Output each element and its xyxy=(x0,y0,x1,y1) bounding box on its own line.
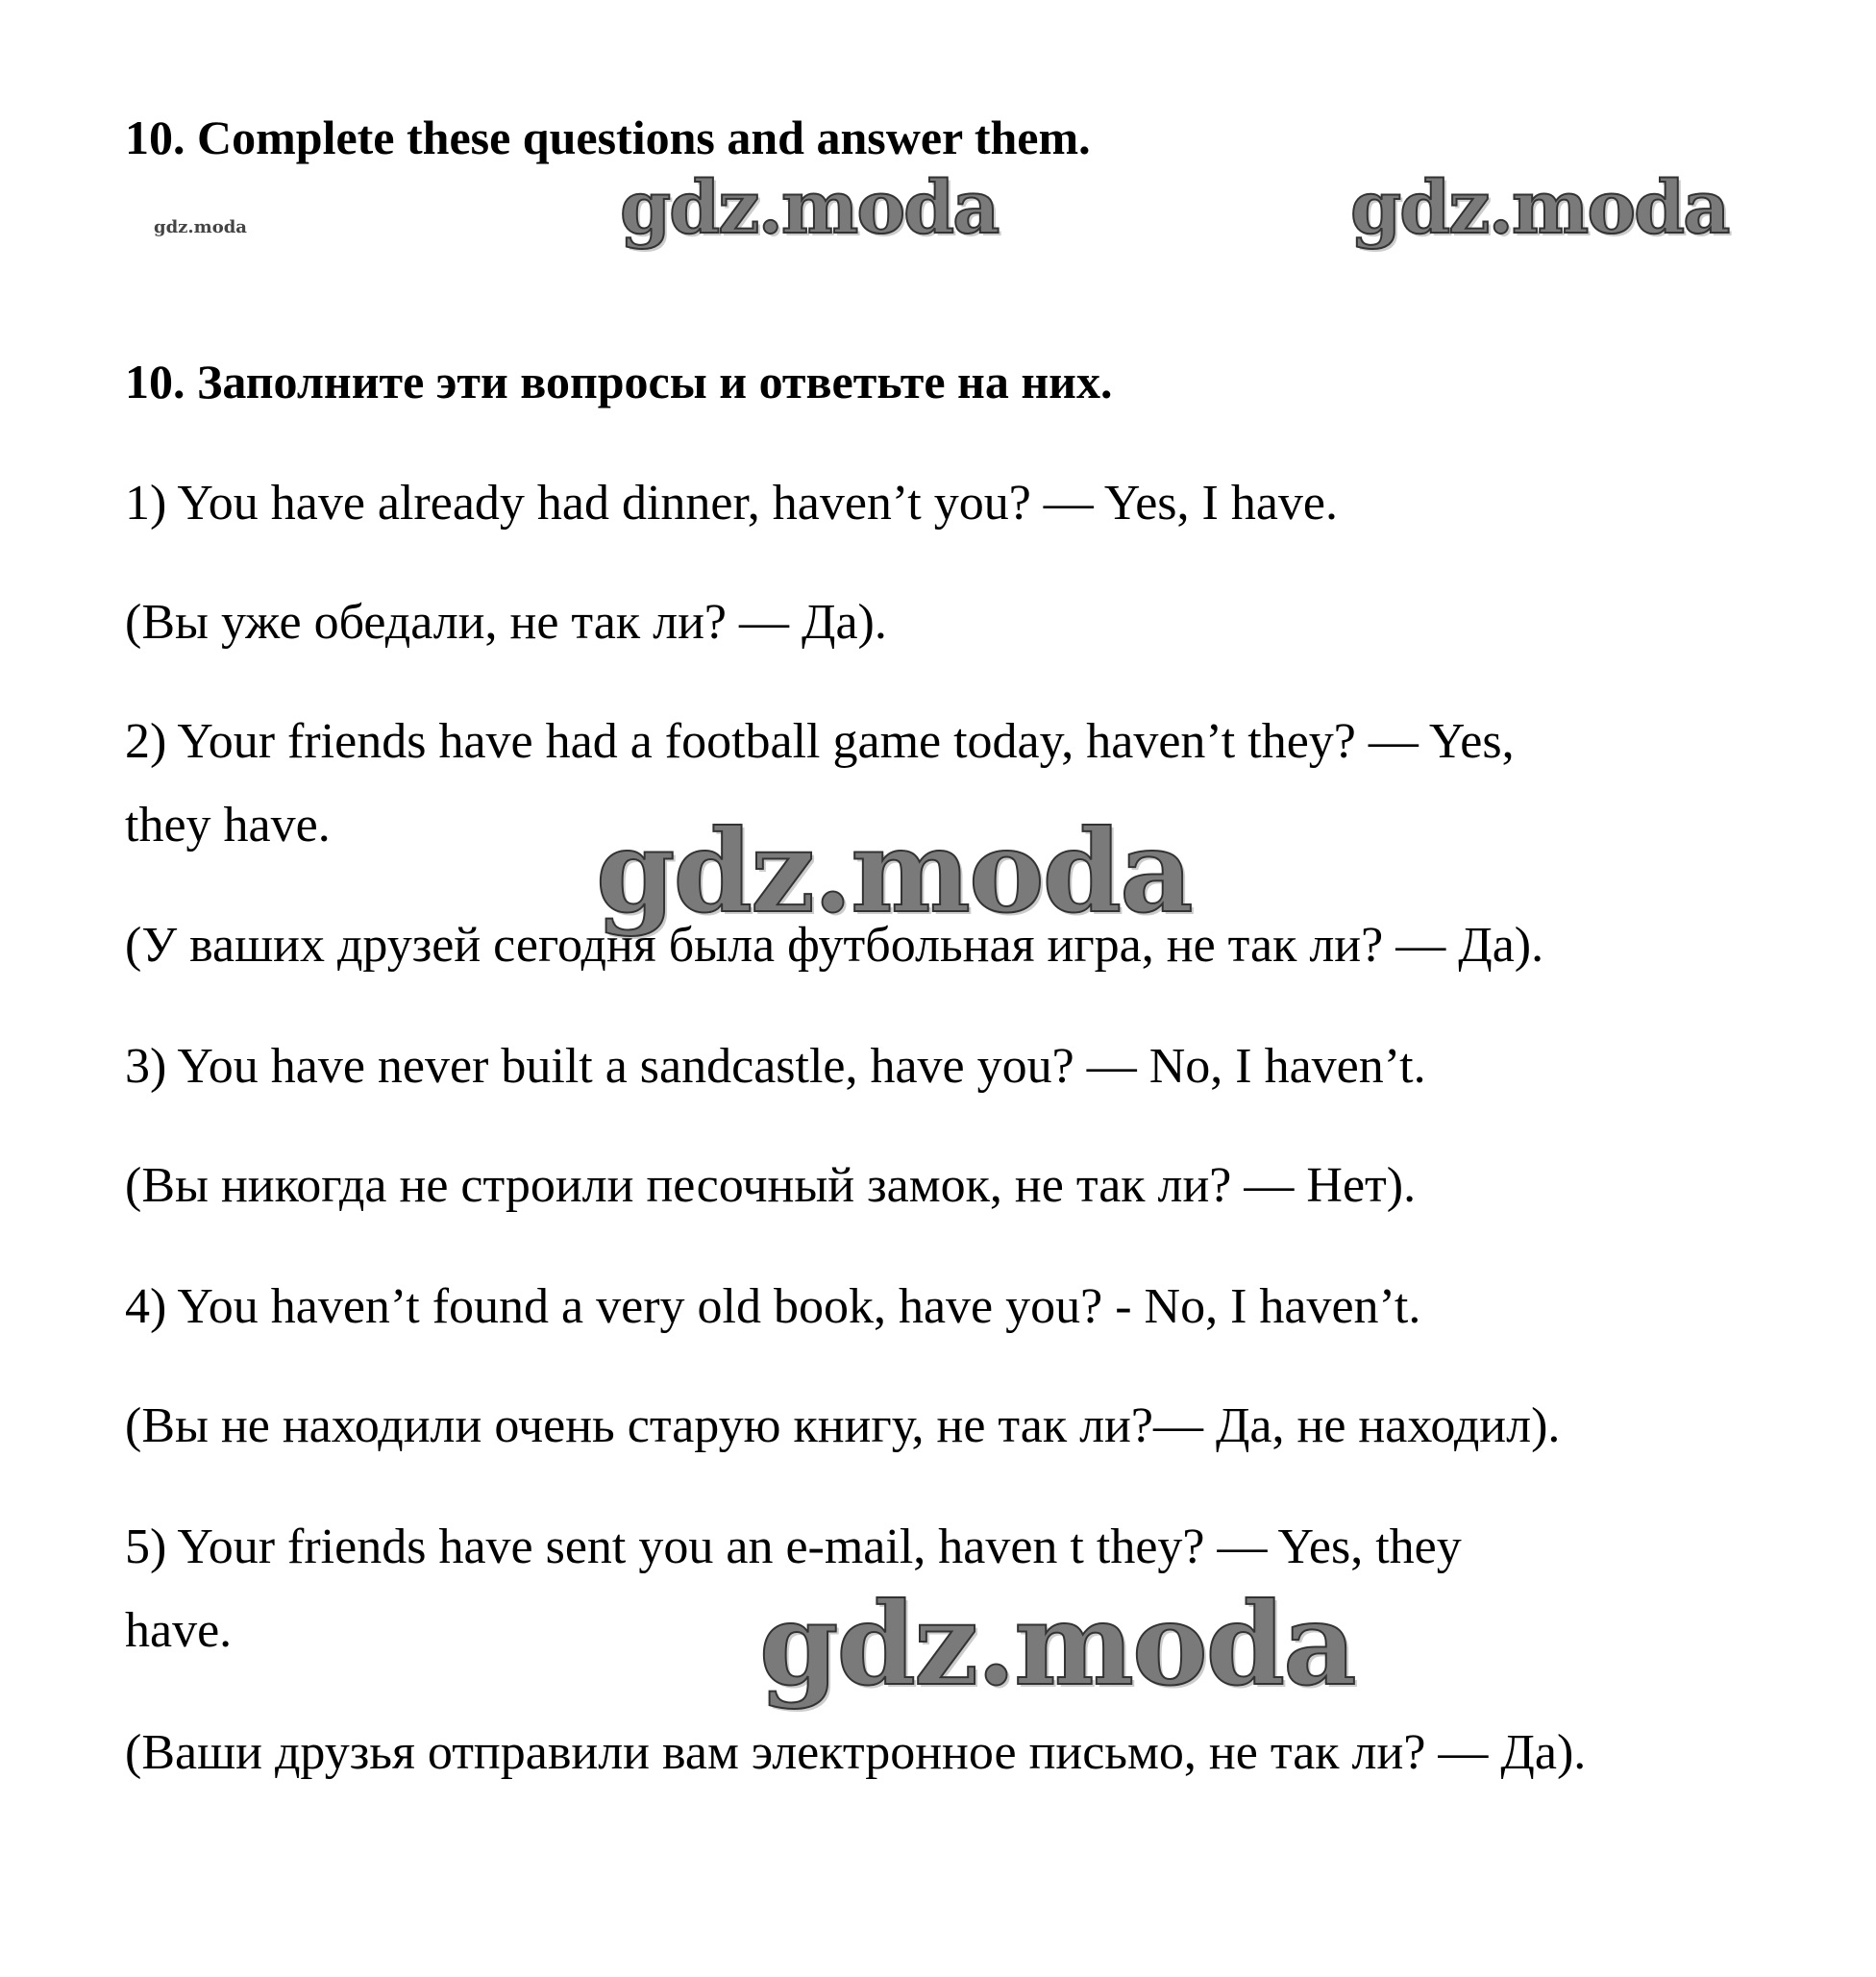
answer-1-english: 1) You have already had dinner, haven’t you? — Yes, I have. xyxy=(125,476,1339,531)
answer-3-english: 3) You have never built a sandcastle, have you? — No, I haven’t. xyxy=(125,1039,1426,1094)
answer-2-english-line-2: they have. xyxy=(125,798,331,853)
answer-2-english-line-1: 2) Your friends have had a football game today, haven’t they? — Yes, xyxy=(125,714,1515,769)
answer-2-russian: (У ваших друзей сегодня была футбольная игра, не так ли? — Да). xyxy=(125,918,1544,973)
answer-4-russian: (Вы не находили очень старую книгу, не так ли?— Да, не находил). xyxy=(125,1398,1561,1453)
watermark-top-center: gdz.moda xyxy=(620,164,999,250)
watermark-small: gdz.moda xyxy=(154,217,247,237)
answer-1-russian: (Вы уже обедали, не так ли? — Да). xyxy=(125,595,887,650)
heading-russian: 10. Заполните эти вопросы и ответьте на них. xyxy=(125,355,1113,408)
answer-5-russian: (Ваши друзья отправили вам электронное письмо, не так ли? — Да). xyxy=(125,1725,1587,1780)
watermark-middle: gdz.moda xyxy=(596,804,1192,938)
answer-5-english-line-2: have. xyxy=(125,1603,233,1658)
watermark-top-right: gdz.moda xyxy=(1350,164,1729,250)
heading-english: 10. Complete these questions and answer them. xyxy=(125,111,1091,164)
answer-3-russian: (Вы никогда не строили песочный замок, не так ли? — Нет). xyxy=(125,1158,1417,1213)
answer-4-english: 4) You haven’t found a very old book, have you? - No, I haven’t. xyxy=(125,1279,1421,1334)
answer-5-english-line-1: 5) Your friends have sent you an e-mail, haven t they? — Yes, they xyxy=(125,1520,1462,1574)
watermark-bottom: gdz.moda xyxy=(759,1577,1355,1711)
